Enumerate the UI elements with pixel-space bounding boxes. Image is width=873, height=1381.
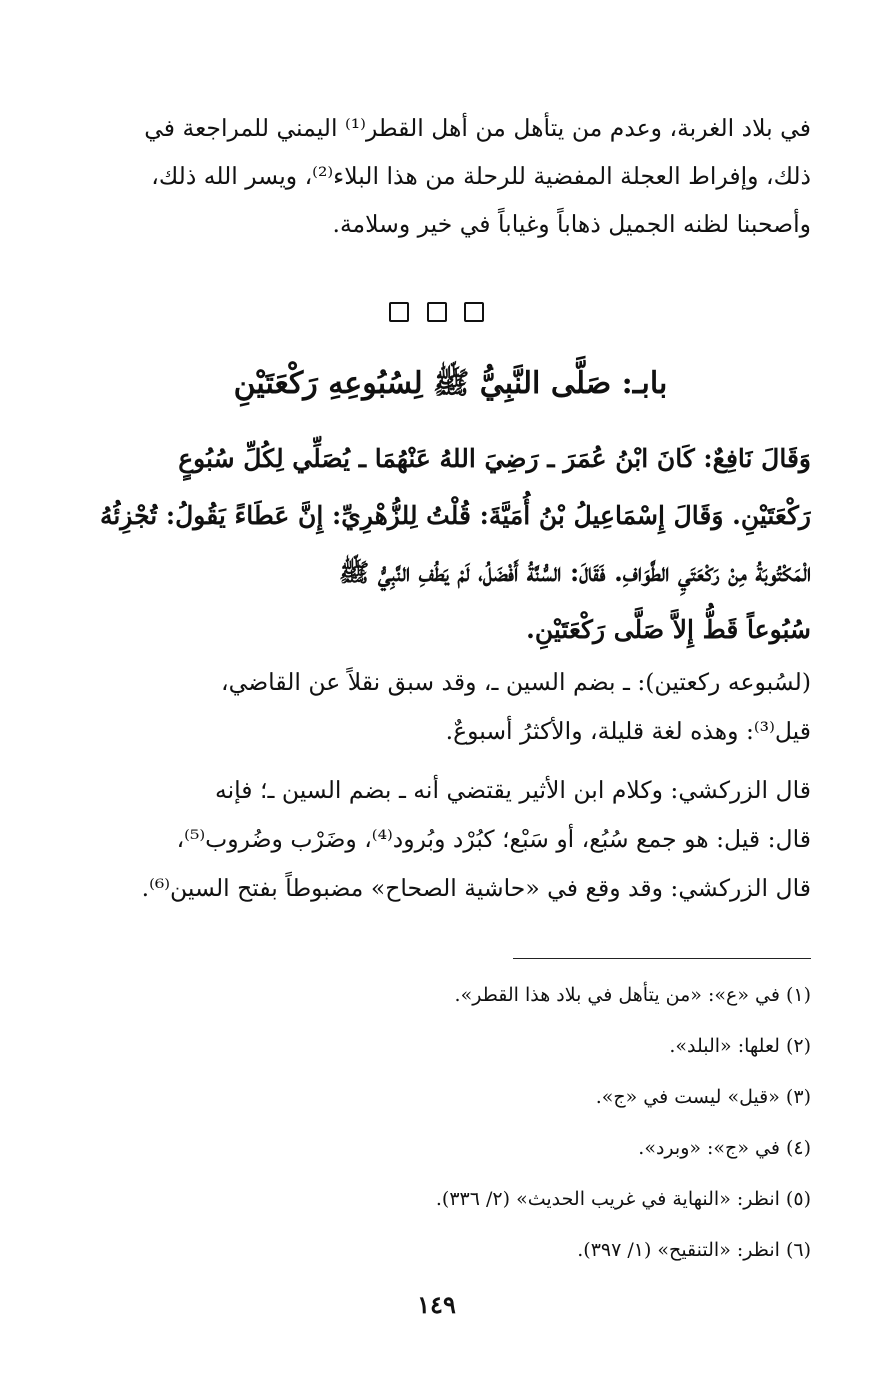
text-line: سُبُوعاً قَطُّ إِلاَّ صَلَّى رَكْعَتَيْنِ. [526,615,811,644]
intro-paragraph [95,104,811,248]
text-line: رَكْعَتَيْنِ. وَقَالَ إِسْمَاعِيلُ بْنُ أُمَيَّةَ: قُلْتُ لِلزُّهْرِيِّ: إِنَّ عَطَاءً يَقُولُ: تُجْزِئُهُ [99,501,811,530]
text-line: ذلك، وإفراط العجلة المفضية للرحلة من هذا البلاء⁽²⁾، ويسر الله ذلك، [151,162,811,190]
section-divider-ornament [0,302,873,326]
text-line: وأصحبنا لظنه الجميل ذهاباً وغياباً في خير وسلامة. [332,210,811,238]
square-ornament-icon [464,302,484,322]
footnote: (٣) «قيل» ليست في «ج». [595,1086,811,1108]
text-line: (لسُبوعه ركعتين): ـ بضم السين ـ، وقد سبق نقلاً عن القاضي، [221,668,811,696]
footnote: (٤) في «ج»: «وبرد». [638,1137,811,1159]
text-line: في بلاد الغربة، وعدم من يتأهل من أهل القطر⁽¹⁾ اليمني للمراجعة في [144,114,811,142]
chapter-heading: بابـ: صَلَّى النَّبِيُّ ﷺ لِسُبُوعِهِ رَكْعَتَيْنِ [233,366,668,401]
footnotes [95,970,811,1276]
footnote: (٢) لعلها: «البلد». [669,1035,811,1057]
footnote: (٦) انظر: «التنقيح» (١/ ٣٩٧). [577,1239,811,1261]
footnote: (١) في «ع»: «من يتأهل في بلاد هذا القطر». [454,984,811,1006]
text-line: قيل⁽³⁾: وهذه لغة قليلة، والأكثرُ أسبوعٌ. [445,717,811,745]
text-line: قال الزركشي: وكلام ابن الأثير يقتضي أنه ـ بضم السين ـ؛ فإنه [214,776,811,804]
text-line: الْمَكْتُوبَةُ مِنْ رَكْعَتَيِ الطَّوَافِ. فَقَالَ: السُّنَّةُ أَفْضَلُ، لَمْ يَطُفِ النَّبِيُّ ﷺ [338,558,811,587]
square-ornament-icon [389,302,409,322]
hadith-text [95,430,811,658]
page-number: ١٤٩ [417,1290,456,1319]
footnote: (٥) انظر: «النهاية في غريب الحديث» (٢/ ٣٣٦). [435,1188,811,1210]
paragraph-gap [95,756,811,766]
commentary [95,658,811,913]
text-line: قال الزركشي: وقد وقع في «حاشية الصحاح» مضبوطاً بفتح السين⁽⁶⁾. [141,874,811,902]
square-ornament-icon [427,302,447,322]
text-line: وَقَالَ نَافِعٌ: كَانَ ابْنُ عُمَرَ ـ رَضِيَ اللهُ عَنْهُمَا ـ يُصَلِّي لِكُلِّ سُبُوعٍ [178,444,811,473]
text-line: قال: قيل: هو جمع سُبُع، أو سَبْع؛ كبُرْد وبُرود⁽⁴⁾، وضَرْب وضُروب⁽⁵⁾، [176,825,811,853]
footnote-separator [513,958,811,959]
